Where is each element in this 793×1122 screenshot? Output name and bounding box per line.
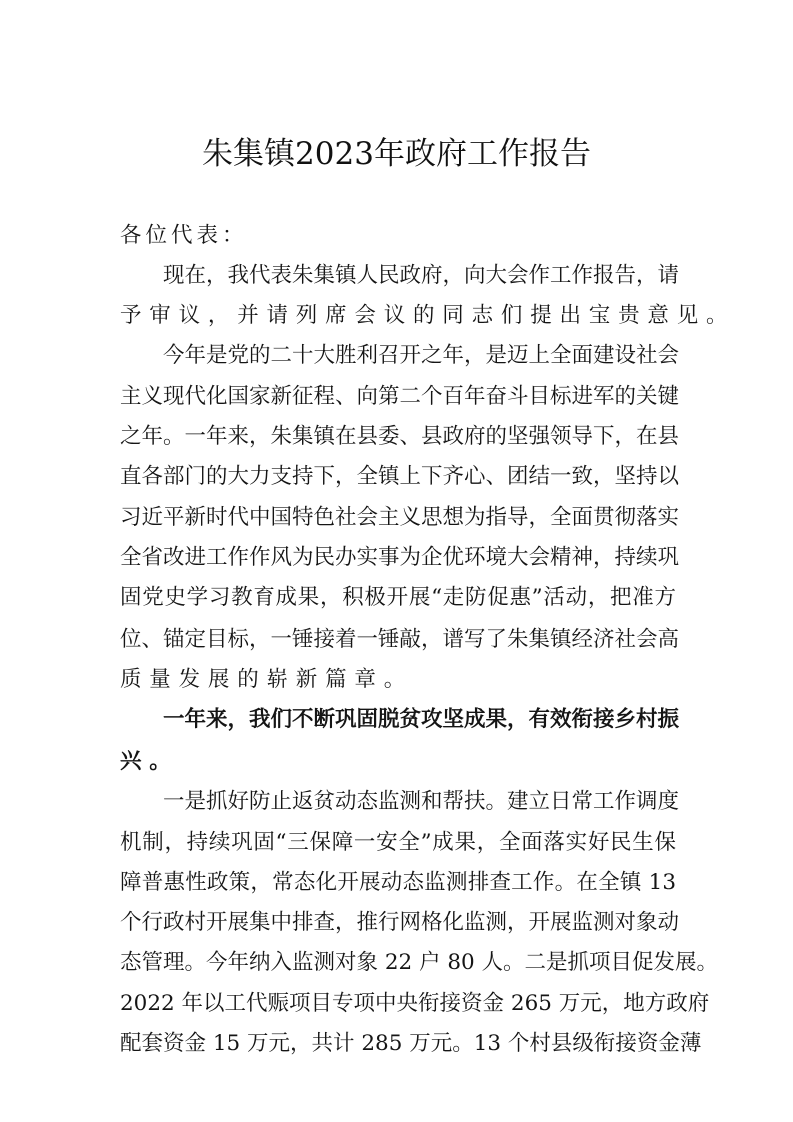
- paragraph-line: 之年。一年来，朱集镇在县委、县政府的坚强领导下，在县: [120, 424, 680, 449]
- paragraph-line: 机制，持续巩固“三保障一安全”成果，全面落实好民生保: [120, 830, 676, 855]
- paragraph-line: 主义现代化国家新征程、向第二个百年奋斗目标进军的关键: [120, 384, 680, 409]
- paragraph-line: 位、锚定目标，一锤接着一锤敲，谱写了朱集镇经济社会高: [120, 627, 680, 652]
- paragraph-line: 今年是党的二十大胜利召开之年，是迈上全面建设社会: [163, 343, 680, 368]
- section-heading-line: 兴。: [120, 749, 179, 774]
- paragraph-line: 个行政村开展集中排查，推行网格化监测，开展监测对象动: [120, 910, 680, 935]
- paragraph-line: 态管理。今年纳入监测对象 22 户 80 人。二是抓项目促发展。: [120, 950, 719, 975]
- paragraph-line: 配套资金 15 万元，共计 285 万元。13 个村县级衔接资金薄: [120, 1031, 702, 1056]
- paragraph-line: 习近平新时代中国特色社会主义思想为指导，全面贯彻落实: [120, 505, 680, 530]
- paragraph-line: 全省改进工作作风为民办实事为企优环境大会精神，持续巩: [120, 545, 680, 570]
- paragraph-line: 质量发展的崭新篇章。: [120, 667, 414, 692]
- paragraph-line: 一是抓好防止返贫动态监测和帮扶。建立日常工作调度: [163, 789, 680, 814]
- section-heading-line: 一年来，我们不断巩固脱贫攻坚成果，有效衔接乡村振: [163, 707, 680, 732]
- paragraph-line: 固党史学习教育成果，积极开展“走防促惠”活动，把准方: [120, 585, 676, 610]
- document-title: 朱集镇2023年政府工作报告: [202, 136, 591, 172]
- paragraph-line: 直各部门的大力支持下，全镇上下齐心、团结一致，坚持以: [120, 464, 680, 489]
- paragraph-line: 现在，我代表朱集镇人民政府，向大会作工作报告，请: [163, 263, 680, 288]
- salutation: 各位代表：: [120, 223, 248, 248]
- paragraph-line: 予审议，并请列席会议的同志们提出宝贵意见。: [120, 303, 736, 328]
- paragraph-line: 2022 年以工代赈项目专项中央衔接资金 265 万元，地方政府: [120, 991, 710, 1016]
- paragraph-line: 障普惠性政策，常态化开展动态监测排查工作。在全镇 13: [120, 870, 676, 895]
